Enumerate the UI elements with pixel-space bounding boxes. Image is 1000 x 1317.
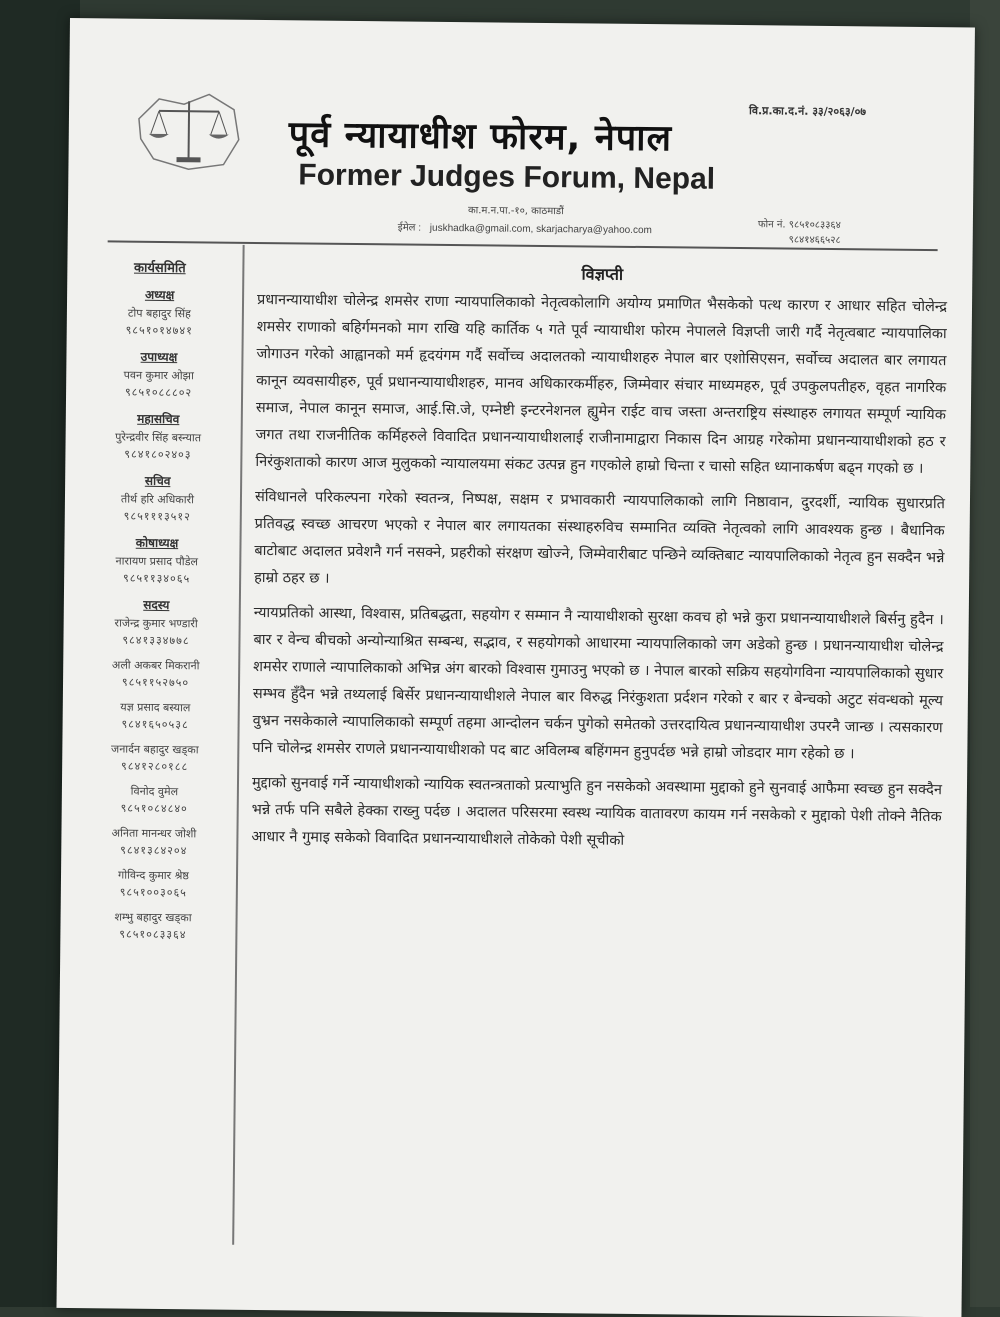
member-phone: ९८४१३८४२०४ [120,843,188,858]
member-phone: ९८४१२८०१८८ [120,759,189,774]
committee-member [71,825,236,859]
notice-body [251,245,947,866]
committee-member [73,699,238,733]
email-row [398,219,652,236]
paragraph-1: प्रधानन्यायाधीश चोलेन्द्र शमसेर राणा न्यायपालिकाको नेतृत्वकोलागि अयोग्य प्रमाणित भैसकेको पत्थ कारण र आधार सहित चोलेन्द्र शमसेर राणाको बहिर्गमनको माग राखि यहि कार्तिक ५ गते पूर्व न्यायाधीश फोरम नेपालले विज्ञप्ती जारी गर्दै नेतृत्वबाट न्यायपालिका जोगाउन गरेको आह्वानको मर्म हृदयंगम गर्दै सर्वोच्च अदालतको न्यायाधीशहरु नेपाल बार एशोसिएसन, सर्वोच्च अदालत बार लगायत कानून व्यवसायीहरु, पूर्व प्रधानन्यायाधीशहरु, मानव अधिकारकर्मीहरु, जिम्मेवार संचार माध्यमहरु, पूर्व उपकुलपतीहरु, वृहत नागरिक समाज, नेपाल कानून समाज, आई.सि.जे, एम्नेष्टी इन्टरनेशनल ह्युमेन राईट वाच जस्ता अन्तराष्ट्रिय संस्थाहरु लगायत सम्पूर्ण न्यायिक जगत तथा राजनीतिक कर्मिहरुले विवादित प्रधानन्यायाधीशलाई राजीनामाद्वारा निकास दिन आग्रह गरेकोमा प्रधानन्यायाधीशको हठ र निरंकुशताको कारण आज मुलुकको न्यायालयमा संकट उत्पन्न हुन गएकोले हाम्रो चिन्ता र चासो सहित ध्यानाकर्षण बढ्न गएको छ । [255,291,948,477]
email-label: ईमेल : [397,222,422,234]
member-phone: ९८५१११३५१२ [123,509,191,524]
member-phone: ९८५११३४०६५ [122,571,191,586]
committee-title: कार्यसमिति [133,260,186,277]
member-phone: ९८४१६५०५३८ [121,717,189,732]
phone-1: ९८५१०८३३६४ [788,219,841,232]
email-addresses: juskhadka@gmail.com, skarjacharya@yahoo.com [429,222,652,237]
committee-member [76,347,242,401]
member-name: तीर्थ हरि अधिकारी [120,492,195,507]
organization-title-english: Former Judges Forum, Nepal [298,158,716,196]
committee-member [72,741,237,775]
notice-heading: विज्ञप्ती [581,264,624,284]
member-phone: ९८४१३३४७७८ [122,633,190,648]
paragraph-3: न्यायप्रतिको आस्था, विश्वास, प्रतिबद्धता, सहयोग र सम्मान नै न्यायाधीशको सुरक्षा कवच हो भन्ने कुरा प्रधानन्यायाधीशले बिर्सनु हुदैन । बार र वेन्च बीचको अन्योन्याश्रित सम्बन्ध, सद्भाव, र सहयोगको आधारमा न्यायपालिकाको जग अडेको हुन्छ । प्रधानन्यायाधीश चोलेन्द्र शमसेर राणाले न्यापालिकाको अभिन्न अंग बारको विश्वास गुमाउनु भएको छ । नेपाल बारको सक्रिय सहयोगविना न्यायपालिकाको सुधार सम्भव हुँदैन भन्ने तथ्यलाई बिर्सेर प्रधानन्यायाधीशले नेपाल बार विरुद्ध निरंकुशता प्रर्दशन गरेको र बार र बेन्चको अटुट संवन्धको मूल्य वुभ्रन नसकेकाले न्यापालिकाको सम्पूर्ण तहमा आन्दोलन चर्कन पुगेको समेतको उत्तरदायित्व प्रधानन्यायाधीश उपरनै जान्छ । त्यसकारण पनि चोलेन्द्र शमसेर राणले प्रधानन्यायाधीशको पद बाट अविलम्ब बहिंगमन हुनुपर्दछ भन्ने हाम्रो जोडदार माग रहेको छ । [252,604,944,763]
member-phone: ९८४१८०२४०३ [124,447,192,462]
member-phone: ९८५१०८४८४० [120,801,188,816]
member-role: सदस्य [143,597,170,613]
member-name: टोप बहादुर सिंह [127,306,192,321]
committee-member [77,285,243,339]
phone-numbers [758,217,841,248]
letter-page [56,18,974,1317]
member-name: गोविन्द कुमार श्रेष्ठ [118,868,190,883]
background-right [970,0,1000,1307]
member-name: शम्भु बहादुर खड्का [114,910,192,925]
member-role: अध्यक्ष [144,287,175,303]
executive-committee-sidebar [67,243,244,1245]
committee-member [71,867,236,901]
member-name: जनार्दन बहादुर खड्का [110,742,199,757]
member-name: यज्ञ प्रसाद बस्याल [120,700,191,715]
member-role: कोषाध्यक्ष [135,535,179,551]
member-name: नारायण प्रसाद पौडेल [115,554,199,569]
member-name: अली अकबर मिकरानी [111,658,200,673]
registration-number: वि.प्र.का.द.नं. ३३/२०६३/०७ [748,104,867,119]
member-name: विनोद वुमेल [130,784,179,799]
member-role: महासचिव [137,411,180,427]
member-name: पुरेन्द्रवीर सिंह बस्न्यात [115,430,202,445]
member-name: पवन कुमार ओझा [123,368,194,383]
organization-title-nepali: पूर्व न्यायाधीश फोरम, नेपाल [288,114,673,160]
member-name: अनिता मानन्धर जोशी [111,826,197,841]
phone-label: फोन नं. [757,219,786,231]
phone-2: ९८४१४६६५२८ [788,234,841,247]
member-phone: ९८५१०८३३६४ [119,927,187,942]
address: का.म.न.पा.-१०, काठमाडौं [467,205,564,218]
committee-member [73,595,239,649]
member-role: उपाध्यक्ष [140,349,178,365]
member-name: राजेन्द्र कुमार भण्डारी [114,616,198,631]
committee-member [75,409,241,463]
member-phone: ९८५११५२७५० [121,675,190,690]
scales-of-justice-logo [128,79,249,180]
committee-member [70,909,235,943]
member-role: सचिव [144,473,171,489]
committee-member [75,471,241,525]
member-phone: ९८५१०१४७४१ [125,323,193,338]
member-phone: ९८५१०८८८०२ [124,385,193,400]
paragraph-4: मुद्दाको सुनवाई गर्ने न्यायाधीशको न्यायिक स्वतन्त्रताको प्रत्याभुति हुन नसकेको अवस्थामा मुद्दाको हुने सुनवाई आफैमा स्वच्छ हुन सक्दैन भन्ने तर्फ पनि सबैले हेक्का राख्नु पर्दछ । अदालत परिसरमा स्वस्थ न्यायिक वातावरण कायम गर्न नसकेको र मुद्दाको पेशी तोक्ने नैतिक आधार नै गुमाइ सकेको विवादित प्रधानन्यायाधीशले तोकेको पेशी सूचीको [251,774,943,849]
committee-member [74,533,240,587]
committee-member [72,783,237,817]
paragraph-2: संविधानले परिकल्पना गरेको स्वतन्त्र, निष्पक्ष, सक्षम र प्रभावकारी न्यायपालिकाको लागि निष्ठावान, दुरदर्शी, न्यायिक सुधारप्रति प्रतिवद्ध स्वच्छ आचरण भएको र नेपाल बार लगायतका संस्थाहरुविच सम्मानित व्यक्ति नेतृत्वको लागि आवश्यक हुन्छ । बैधानिक बाटोबाट अदालत प्रवेशनै गर्न नसक्ने, प्रहरीको संरक्षण खोज्ने, जिम्मेवारीबाट पन्छिने व्यक्तिबाट न्यायपालिकाको नेतृत्व हुन सक्दैन भन्ने हाम्रो ठहर छ । [254,488,946,587]
committee-member [73,657,238,691]
member-phone: ९८५१००३०६५ [119,885,188,900]
